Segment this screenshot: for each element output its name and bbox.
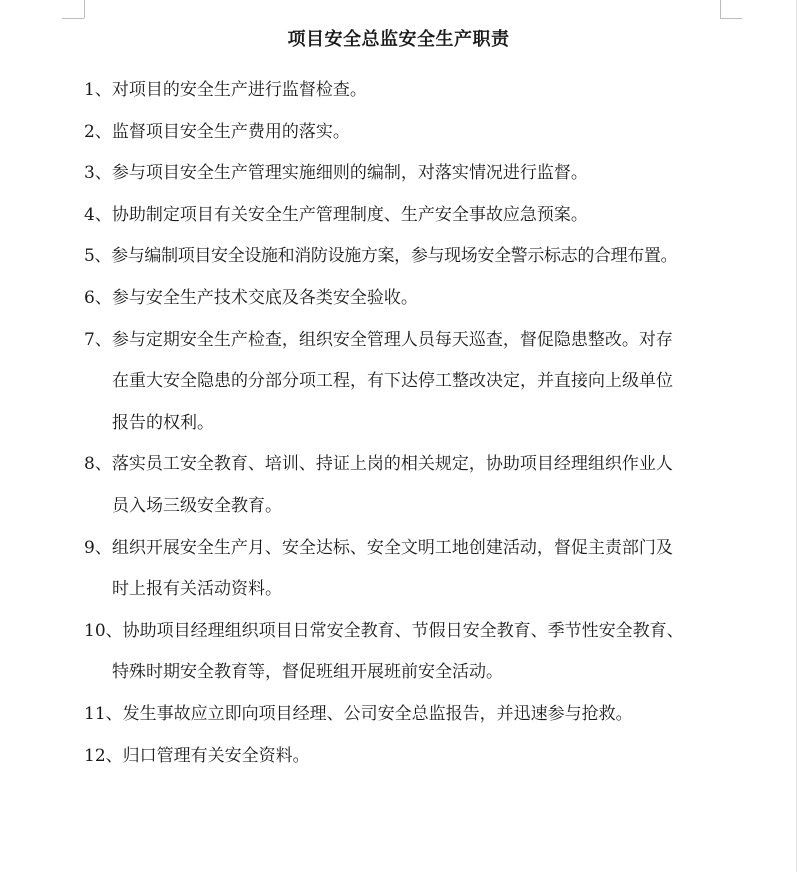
- list-item-line: 时上报有关活动资料。: [112, 579, 282, 600]
- list-item-line: 7、参与定期安全生产检查，组织安全管理人员每天巡查，督促隐患整改。对存: [84, 329, 673, 350]
- list-item-line: 在重大安全隐患的分部分项工程，有下达停工整改决定，并直接向上级单位: [112, 371, 673, 392]
- list-item-line: 12、归口管理有关安全资料。: [84, 745, 310, 766]
- list-item-line: 员入场三级安全教育。: [112, 495, 282, 516]
- list-item-line: 报告的权利。: [112, 412, 214, 433]
- list-item: [84, 112, 734, 154]
- list-item-line: 10、协助项目经理组织项目日常安全教育、节假日安全教育、季节性安全教育、: [84, 620, 684, 641]
- duty-list: [84, 70, 734, 777]
- list-item: [84, 153, 734, 195]
- list-item-line: 4、协助制定项目有关安全生产管理制度、生产安全事故应急预案。: [84, 204, 588, 225]
- list-item-line: 9、组织开展安全生产月、安全达标、安全文明工地创建活动，督促主责部门及: [84, 537, 673, 558]
- crop-mark-top-right-vertical: [720, 0, 721, 18]
- crop-mark-top-left-horizontal: [62, 18, 84, 19]
- list-item: [84, 694, 734, 736]
- list-item: [84, 528, 734, 611]
- list-item-line: 5、参与编制项目安全设施和消防设施方案，参与现场安全警示标志的合理布置。: [84, 246, 678, 267]
- list-item: [84, 236, 734, 278]
- list-item-line: 特殊时期安全教育等，督促班组开展班前安全活动。: [112, 662, 503, 683]
- list-item: [84, 444, 734, 527]
- list-item-line: 3、参与项目安全生产管理实施细则的编制，对落实情况进行监督。: [84, 163, 588, 184]
- list-item: [84, 320, 734, 445]
- crop-mark-top-left-vertical: [84, 0, 85, 18]
- list-item-line: 11、发生事故应立即向项目经理、公司安全总监报告，并迅速参与抢救。: [84, 703, 633, 724]
- page-title: 项目安全总监安全生产职责: [287, 29, 510, 50]
- list-item: [84, 70, 734, 112]
- crop-mark-top-right-horizontal: [720, 18, 742, 19]
- list-item: [84, 611, 734, 694]
- list-item: [84, 736, 734, 778]
- list-item-line: 1、对项目的安全生产进行监督检查。: [84, 80, 367, 100]
- list-item-line: 8、落实员工安全教育、培训、持证上岗的相关规定，协助项目经理组织作业人: [84, 454, 673, 475]
- list-item-line: 2、监督项目安全生产费用的落实。: [84, 121, 350, 142]
- list-item: [84, 278, 734, 320]
- list-item-line: 6、参与安全生产技术交底及各类安全验收。: [84, 287, 418, 308]
- list-item: [84, 195, 734, 237]
